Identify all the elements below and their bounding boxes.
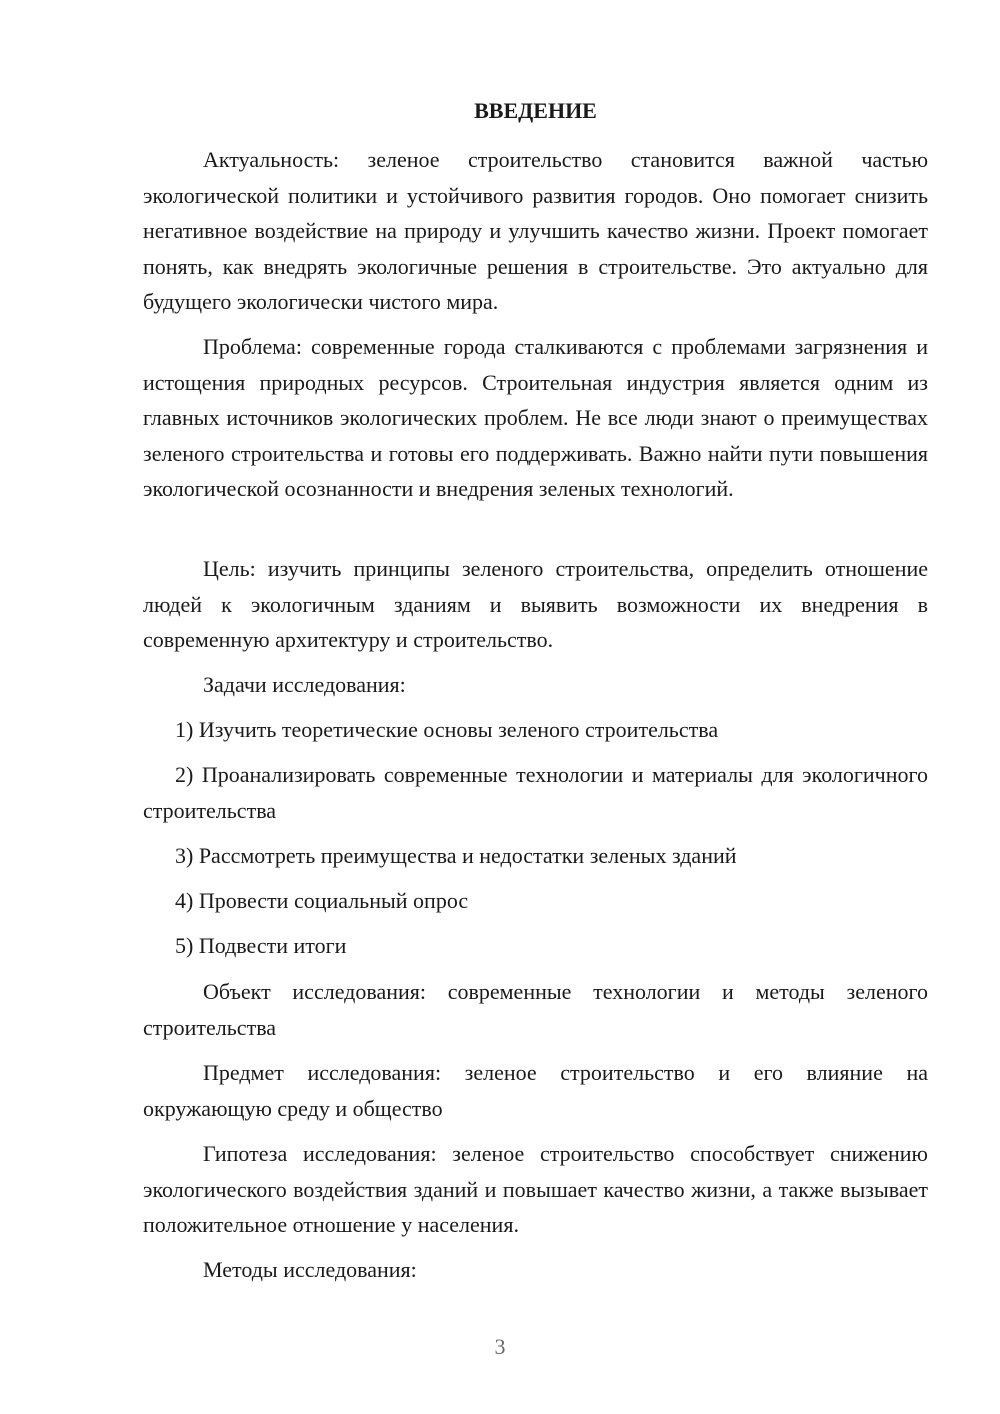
- problem-paragraph: Проблема: современные города сталкиваются с проблемами загрязнения и истощения природных ресурсов. Строительная индустрия является одним из главных источников экологических проблем. Не все люди знают о преимуществах зеленого строительства и готовы его поддерживать. Важно найти пути повышения экологической осознанности и внедрения зеленых технологий.: [143, 334, 928, 501]
- relevance-paragraph: Актуальность: зеленое строительство становится важной частью экологической политики и устойчивого развития городов. Оно помогает снизить негативное воздействие на природу и улучшить качество жизни. Проект помогает понять, как внедрять экологичные решения в строительстве. Это актуально для будущего экологически чистого мира.: [143, 147, 928, 314]
- task-item-4: 4) Провести социальный опрос: [175, 888, 469, 913]
- page-title: ВВЕДЕНИЕ: [474, 98, 597, 123]
- tasks-heading: Задачи исследования:: [203, 672, 406, 697]
- task-item-3: 3) Рассмотреть преимущества и недостатки зеленых зданий: [175, 843, 737, 868]
- page-number: 3: [494, 1334, 506, 1359]
- goal-paragraph: Цель: изучить принципы зеленого строительства, определить отношение людей к экологичным зданиям и выявить возможности их внедрения в современную архитектуру и строительство.: [143, 556, 928, 652]
- hypothesis-paragraph: Гипотеза исследования: зеленое строительство способствует снижению экологического воздействия зданий и повышает качество жизни, а также вызывает положительное отношение у населения.: [143, 1141, 928, 1237]
- subject-paragraph: Предмет исследования: зеленое строительство и его влияние на окружающую среду и общество: [143, 1060, 928, 1121]
- document-page: [143, 0, 928, 1414]
- methods-heading: Методы исследования:: [203, 1257, 417, 1282]
- task-item-1: 1) Изучить теоретические основы зеленого строительства: [175, 717, 719, 742]
- task-item-2: 2) Проанализировать современные технологии и материалы для экологичного строительства: [143, 762, 928, 823]
- task-item-5: 5) Подвести итоги: [175, 933, 347, 958]
- object-paragraph: Объект исследования: современные технологии и методы зеленого строительства: [143, 979, 928, 1040]
